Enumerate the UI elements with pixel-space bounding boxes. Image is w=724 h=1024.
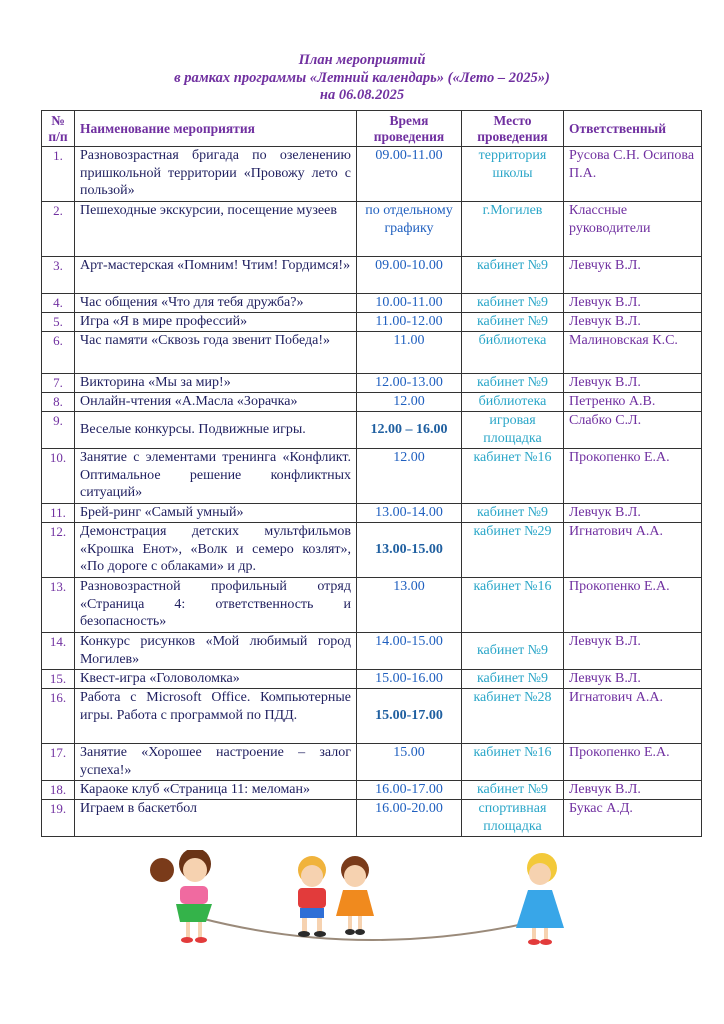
row-number: 15. xyxy=(42,670,75,689)
event-time: 16.00-20.00 xyxy=(357,800,462,837)
event-time: 16.00-17.00 xyxy=(357,781,462,800)
event-time: 13.00 xyxy=(357,578,462,633)
row-number: 19. xyxy=(42,800,75,837)
event-name: Караоке клуб «Страница 11: меломан» xyxy=(75,781,357,800)
event-responsible: Левчук В.Л. xyxy=(564,257,702,294)
column-header-name: Наименование мероприятия xyxy=(75,111,357,147)
event-name: Занятие с элементами тренинга «Конфликт. Оптимальное решение конфликтных ситуаций» xyxy=(75,449,357,504)
event-place: кабинет №28 xyxy=(462,689,564,744)
event-time: 14.00-15.00 xyxy=(357,633,462,670)
table-row xyxy=(42,449,702,504)
row-number: 14. xyxy=(42,633,75,670)
column-header-responsible: Ответственный xyxy=(564,111,702,147)
event-time: 13.00-14.00 xyxy=(357,504,462,523)
row-number: 17. xyxy=(42,744,75,781)
event-place: кабинет №9 xyxy=(462,294,564,313)
event-responsible: Малиновская К.С. xyxy=(564,332,702,374)
event-responsible: Русова С.Н. Осипова П.А. xyxy=(564,147,702,202)
header-date: на 06.08.2025 xyxy=(319,87,405,103)
table-row xyxy=(42,578,702,633)
event-time: 12.00 – 16.00 xyxy=(357,412,462,449)
event-name: Брей-ринг «Самый умный» xyxy=(75,504,357,523)
event-time: 09.00-11.00 xyxy=(357,147,462,202)
row-number: 9. xyxy=(42,412,75,449)
event-place: г.Могилев xyxy=(462,202,564,257)
event-place: игровая площадка xyxy=(462,412,564,449)
event-place: территория школы xyxy=(462,147,564,202)
column-header-num: № п/п xyxy=(42,111,75,147)
event-name: Квест-игра «Головоломка» xyxy=(75,670,357,689)
event-time: 10.00-11.00 xyxy=(357,294,462,313)
girl-middle-figure xyxy=(336,856,374,935)
event-responsible: Левчук В.Л. xyxy=(564,633,702,670)
event-name: Викторина «Мы за мир!» xyxy=(75,374,357,393)
event-place: кабинет №16 xyxy=(462,449,564,504)
column-header-time: Время проведения xyxy=(357,111,462,147)
table-row xyxy=(42,147,702,202)
event-name: Разновозрастная бригада по озеленению пришкольной территории «Провожу лето с пользой» xyxy=(75,147,357,202)
event-place: кабинет №9 xyxy=(462,504,564,523)
event-time: 11.00 xyxy=(357,332,462,374)
event-responsible: Левчук В.Л. xyxy=(564,294,702,313)
event-time: 12.00-13.00 xyxy=(357,374,462,393)
event-place: кабинет №9 xyxy=(462,313,564,332)
row-number: 3. xyxy=(42,257,75,294)
event-responsible: Левчук В.Л. xyxy=(564,374,702,393)
row-number: 12. xyxy=(42,523,75,578)
header-title: План мероприятий xyxy=(298,52,426,68)
row-number: 16. xyxy=(42,689,75,744)
event-place: кабинет №16 xyxy=(462,578,564,633)
table-row xyxy=(42,202,702,257)
table-row xyxy=(42,294,702,313)
event-place: кабинет №9 xyxy=(462,781,564,800)
event-responsible: Левчук В.Л. xyxy=(564,313,702,332)
event-place: кабинет №9 xyxy=(462,257,564,294)
event-responsible: Петренко А.В. xyxy=(564,393,702,412)
table-row xyxy=(42,670,702,689)
event-place: библиотека xyxy=(462,393,564,412)
row-number: 11. xyxy=(42,504,75,523)
table-row xyxy=(42,689,702,744)
event-name: Занятие «Хорошее настроение – залог успеха!» xyxy=(75,744,357,781)
table-row xyxy=(42,374,702,393)
event-name: Игра «Я в мире профессий» xyxy=(75,313,357,332)
table-row xyxy=(42,412,702,449)
event-responsible: Букас А.Д. xyxy=(564,800,702,837)
event-name: Разновозрастной профильный отряд «Страница 4: ответственность и безопасность» xyxy=(75,578,357,633)
event-time: 15.00-17.00 xyxy=(357,689,462,744)
event-name: Арт-мастерская «Помним! Чтим! Гордимся!» xyxy=(75,257,357,294)
event-name: Веселые конкурсы. Подвижные игры. xyxy=(75,412,357,449)
table-row xyxy=(42,257,702,294)
event-time: 12.00 xyxy=(357,449,462,504)
table-row xyxy=(42,744,702,781)
event-place: кабинет №29 xyxy=(462,523,564,578)
row-number: 18. xyxy=(42,781,75,800)
table-row xyxy=(42,313,702,332)
event-responsible: Прокопенко Е.А. xyxy=(564,744,702,781)
event-responsible: Прокопенко Е.А. xyxy=(564,449,702,504)
table-row xyxy=(42,800,702,837)
row-number: 13. xyxy=(42,578,75,633)
event-place: библиотека xyxy=(462,332,564,374)
event-place: кабинет №9 xyxy=(462,374,564,393)
table-row xyxy=(42,504,702,523)
column-header-place: Место проведения xyxy=(462,111,564,147)
events-table xyxy=(41,110,702,837)
table-row xyxy=(42,332,702,374)
event-name: Час общения «Что для тебя дружба?» xyxy=(75,294,357,313)
event-responsible: Игнатович А.А. xyxy=(564,523,702,578)
row-number: 5. xyxy=(42,313,75,332)
event-responsible: Левчук В.Л. xyxy=(564,670,702,689)
event-time: 15.00 xyxy=(357,744,462,781)
boy-figure xyxy=(298,856,326,937)
row-number: 2. xyxy=(42,202,75,257)
table-row xyxy=(42,393,702,412)
event-place: кабинет №9 xyxy=(462,670,564,689)
table-header-row xyxy=(42,111,702,147)
event-name: Онлайн-чтения «А.Масла «Зорачка» xyxy=(75,393,357,412)
header-subtitle: в рамках программы «Летний календарь» («Лето – 2025») xyxy=(174,69,550,86)
event-responsible: Классные руководители xyxy=(564,202,702,257)
event-place: кабинет №16 xyxy=(462,744,564,781)
girl-right-figure xyxy=(516,853,564,945)
event-name: Демонстрация детских мультфильмов «Крошка Енот», «Волк и семеро козлят», «По дороге с облаками» и др. xyxy=(75,523,357,578)
event-place: спортивная площадка xyxy=(462,800,564,837)
event-responsible: Игнатович А.А. xyxy=(564,689,702,744)
event-name: Час памяти «Сквозь года звенит Победа!» xyxy=(75,332,357,374)
girl-left-figure xyxy=(150,850,212,943)
event-name: Пешеходные экскурсии, посещение музеев xyxy=(75,202,357,257)
event-responsible: Левчук В.Л. xyxy=(564,781,702,800)
document-header xyxy=(0,52,724,105)
table-row xyxy=(42,633,702,670)
event-time: 13.00-15.00 xyxy=(357,523,462,578)
row-number: 4. xyxy=(42,294,75,313)
event-name: Работа с Microsoft Office. Компьютерные игры. Работа с программой по ПДД. xyxy=(75,689,357,744)
event-time: 12.00 xyxy=(357,393,462,412)
row-number: 6. xyxy=(42,332,75,374)
row-number: 1. xyxy=(42,147,75,202)
event-time: 15.00-16.00 xyxy=(357,670,462,689)
table-row xyxy=(42,523,702,578)
row-number: 7. xyxy=(42,374,75,393)
event-responsible: Прокопенко Е.А. xyxy=(564,578,702,633)
event-time: по отдельному графику xyxy=(357,202,462,257)
event-time: 11.00-12.00 xyxy=(357,313,462,332)
event-time: 09.00-10.00 xyxy=(357,257,462,294)
event-name: Конкурс рисунков «Мой любимый город Могилев» xyxy=(75,633,357,670)
row-number: 10. xyxy=(42,449,75,504)
event-responsible: Слабко С.Л. xyxy=(564,412,702,449)
children-jump-rope-illustration xyxy=(150,850,590,950)
event-place: кабинет №9 xyxy=(462,633,564,670)
table-row xyxy=(42,781,702,800)
row-number: 8. xyxy=(42,393,75,412)
event-name: Играем в баскетбол xyxy=(75,800,357,837)
event-responsible: Левчук В.Л. xyxy=(564,504,702,523)
